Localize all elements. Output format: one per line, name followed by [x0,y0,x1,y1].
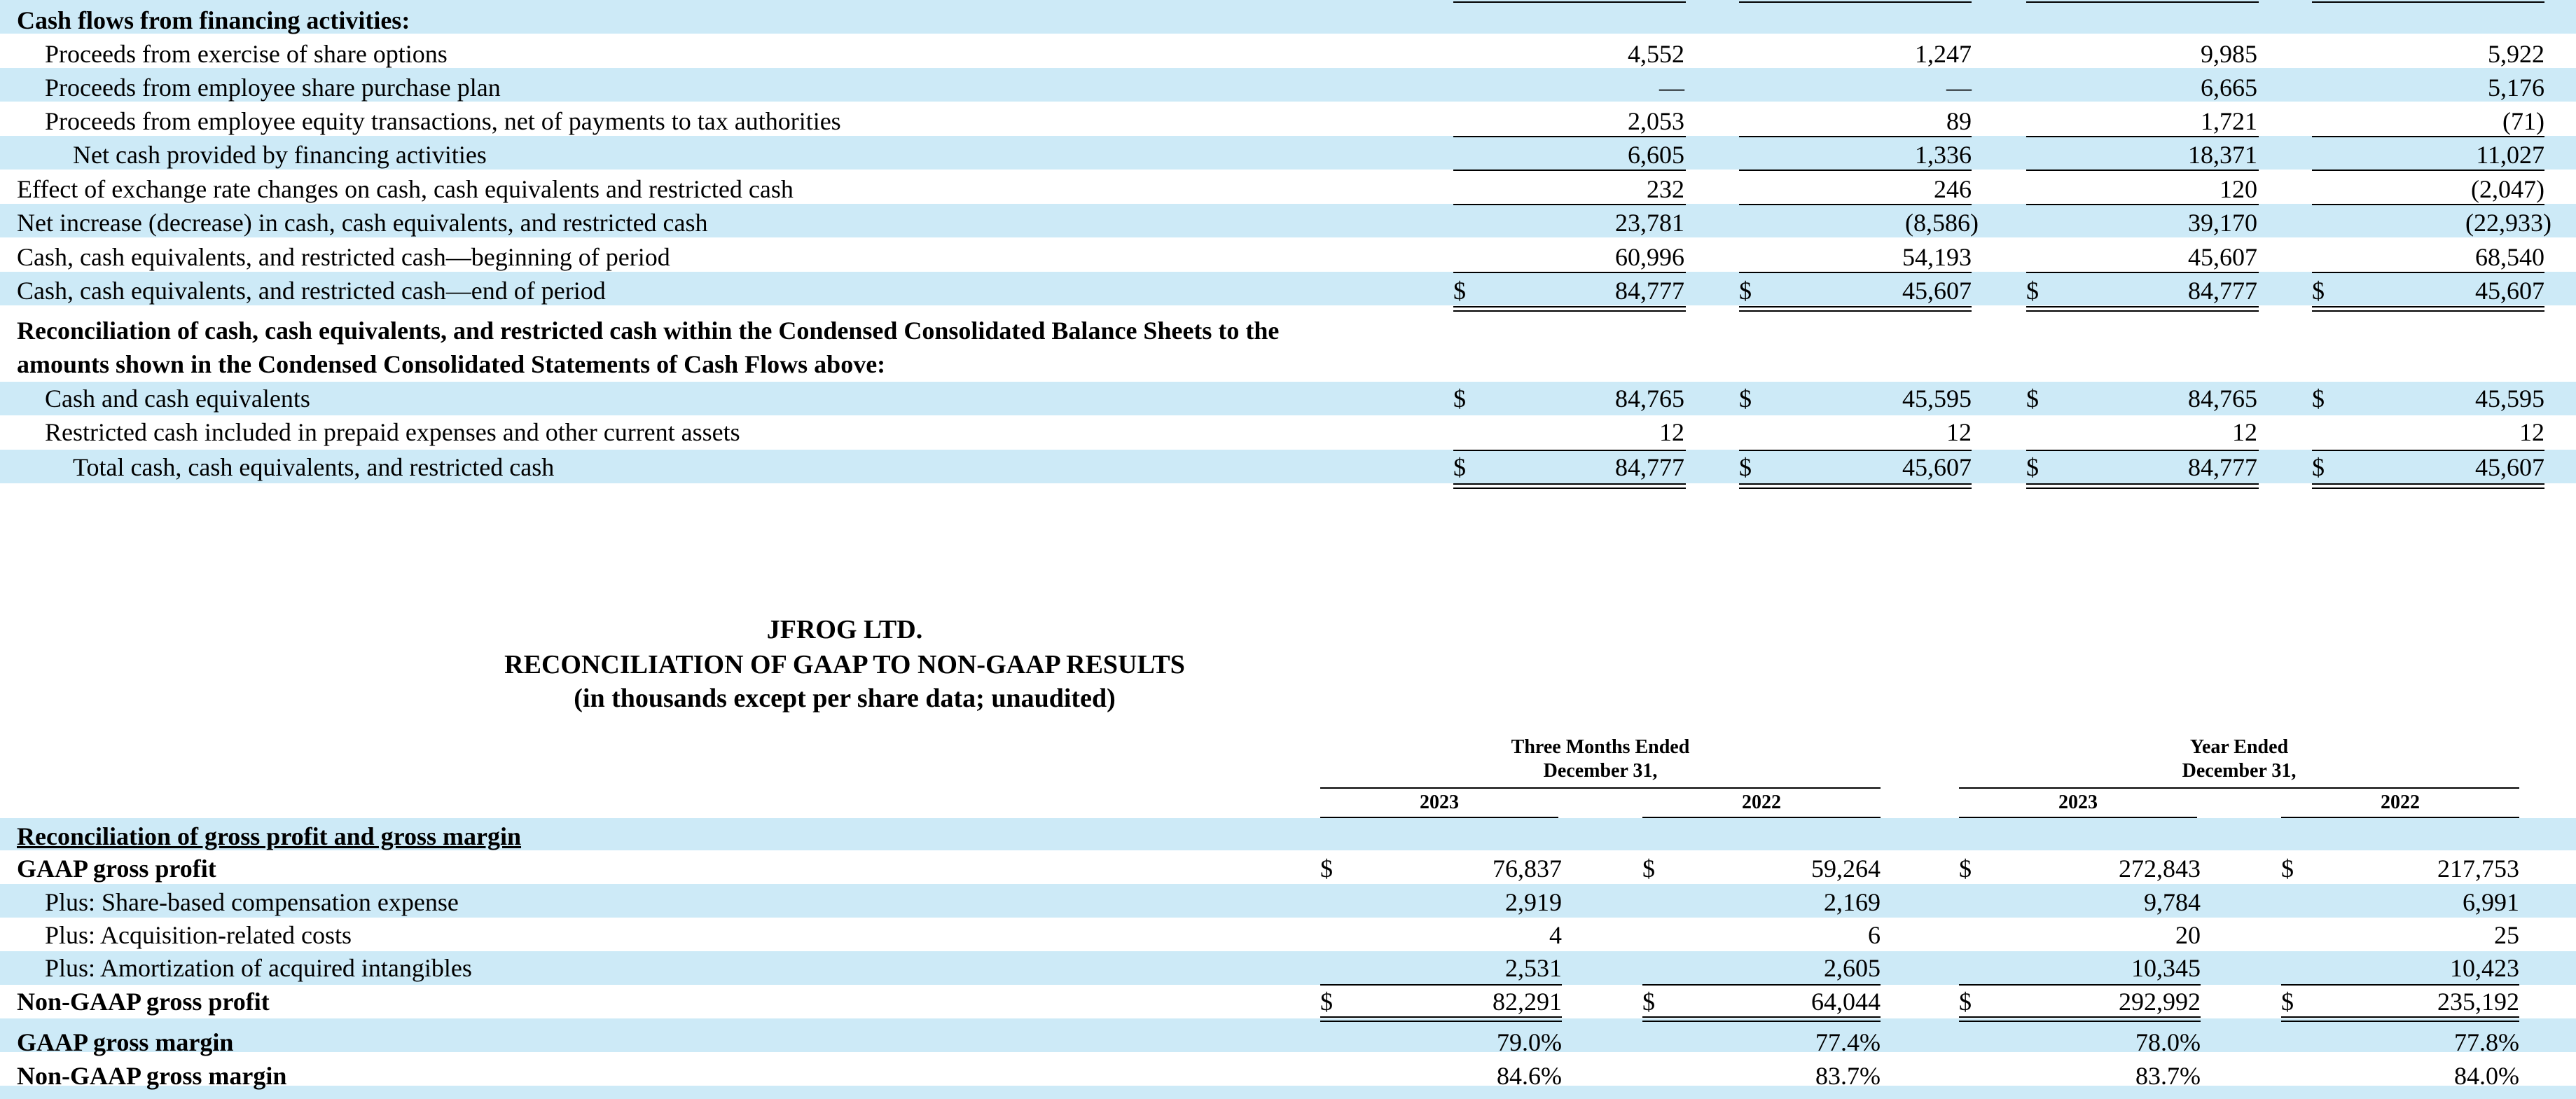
rule [2026,272,2259,273]
value-cell: 84,777 [1615,453,1684,481]
value-cell: 45,595 [1902,385,1972,413]
value-cell: 82,291 [1493,988,1562,1016]
rule [1453,1,1686,3]
value-cell: (22,933) [2465,209,2551,237]
rule [1453,204,1686,205]
currency-symbol: $ [1959,855,1972,883]
value-cell: 84,777 [2188,277,2257,305]
value-cell: 45,607 [1902,453,1972,481]
value-cell: 6,665 [2201,74,2257,102]
currency-symbol: $ [2026,453,2039,481]
value-cell: 292,992 [2119,988,2201,1016]
currency-symbol: $ [1453,277,1466,305]
value-cell: 10,423 [2450,954,2519,982]
value-cell: 11,027 [2476,141,2544,169]
rule [1320,1021,1562,1022]
value-cell: 84,765 [1615,385,1684,413]
row-label: Cash, cash equivalents, and restricted cash—end of period [17,277,606,305]
rule [1739,1,1972,3]
value-cell: 45,595 [2475,385,2544,413]
currency-symbol: $ [1642,988,1655,1016]
currency-symbol: $ [2026,385,2039,413]
value-cell: 2,605 [1824,954,1881,982]
rule [2026,170,2259,171]
rule [2312,483,2544,485]
value-cell: 20 [2175,921,2201,949]
rule [1739,272,1972,273]
currency-symbol: $ [2312,277,2325,305]
row-label: Plus: Acquisition-related costs [45,921,352,949]
value-cell: 12 [1946,418,1972,446]
value-cell: 79.0% [1497,1028,1562,1056]
value-cell: 54,193 [1902,243,1972,271]
value-cell: 76,837 [1493,855,1562,883]
year-header: 2022 [1742,792,1781,813]
value-cell: 59,264 [1811,855,1881,883]
rule [1320,1016,1562,1018]
value-cell: 2,919 [1505,888,1562,916]
row-label: Proceeds from employee share purchase plan [45,74,501,102]
rule [1453,306,1686,307]
currency-symbol: $ [1453,385,1466,413]
rule [1739,136,1972,137]
rule [2026,204,2259,205]
rule [2026,310,2259,312]
value-cell: 84.0% [2454,1062,2519,1090]
section-heading: Reconciliation of gross profit and gross margin [17,822,522,850]
rule [1453,136,1686,137]
rule [2312,170,2544,171]
rule [1739,483,1972,485]
year-header: 2023 [2058,792,2098,813]
currency-symbol: $ [1959,988,1972,1016]
company-name: JFROG LTD. [766,615,923,644]
rule [2312,310,2544,312]
row-label: Plus: Share-based compensation expense [45,888,459,916]
value-cell: 120 [2220,175,2257,203]
value-cell: 18,371 [2188,141,2257,169]
value-cell: (2,047) [2471,175,2544,203]
rule [2312,136,2544,137]
row-label: Restricted cash included in prepaid expenses and other current assets [45,418,740,446]
rule [1453,272,1686,273]
value-cell: 23,781 [1615,209,1684,237]
report-title: RECONCILIATION OF GAAP TO NON-GAAP RESULTS [504,650,1185,679]
row-label: Net cash provided by financing activities [73,141,487,169]
rule [2312,272,2544,273]
value-cell: 45,607 [2475,277,2544,305]
value-cell: 9,985 [2201,40,2257,68]
value-cell: 2,169 [1824,888,1881,916]
value-cell: 68,540 [2475,243,2544,271]
row-label: Net increase (decrease) in cash, cash equivalents, and restricted cash [17,209,708,237]
currency-symbol: $ [2026,277,2039,305]
value-cell: 64,044 [1811,988,1881,1016]
value-cell: 272,843 [2119,855,2201,883]
value-cell: 6 [1868,921,1881,949]
value-cell: 1,247 [1915,40,1972,68]
value-cell: 77.8% [2454,1028,2519,1056]
rule [1642,1016,1881,1018]
rule [2026,488,2259,489]
rule [1453,310,1686,312]
report-subtitle: (in thousands except per share data; unaudited) [574,684,1116,713]
currency-symbol: $ [1642,855,1655,883]
section-heading: amounts shown in the Condensed Consolidated Statements of Cash Flows above: [17,350,886,378]
rule [2026,306,2259,307]
rule [1959,1016,2201,1018]
rule [1959,1021,2201,1022]
value-cell: 84,777 [1615,277,1684,305]
value-cell: 84.6% [1497,1062,1562,1090]
value-cell: 5,922 [2488,40,2544,68]
row-label: Proceeds from exercise of share options [45,40,448,68]
row-label: Cash and cash equivalents [45,385,310,413]
value-cell: 78.0% [2135,1028,2201,1056]
value-cell: 1,721 [2201,107,2257,135]
rule [1959,787,2519,789]
value-cell: 6,991 [2463,888,2519,916]
period-header-three-months: Three Months Ended December 31, [1511,736,1690,782]
rule [1739,204,1972,205]
value-cell: 4,552 [1628,40,1684,68]
rule [1453,488,1686,489]
row-label: Non-GAAP gross profit [17,988,270,1016]
value-cell: 60,996 [1615,243,1684,271]
currency-symbol: $ [2281,855,2294,883]
row-label: Proceeds from employee equity transactions, net of payments to tax authorities [45,107,841,135]
currency-symbol: $ [2312,453,2325,481]
value-cell: — [1946,74,1972,102]
rule [1453,170,1686,171]
value-cell: 217,753 [2437,855,2519,883]
row-label: GAAP gross profit [17,855,216,883]
value-cell: 89 [1946,107,1972,135]
rule [1320,787,1881,789]
rule [1642,1021,1881,1022]
row-label: Plus: Amortization of acquired intangibles [45,954,472,982]
row-label: GAAP gross margin [17,1028,234,1056]
value-cell: 39,170 [2188,209,2257,237]
value-cell: 83.7% [1815,1062,1881,1090]
value-cell: 2,531 [1505,954,1562,982]
year-header: 2022 [2381,792,2420,813]
rule [1739,306,1972,307]
rule [2281,1021,2519,1022]
value-cell: 12 [1659,418,1684,446]
rule [2281,1016,2519,1018]
value-cell: 246 [1934,175,1972,203]
rule [1453,483,1686,485]
row-label: Non-GAAP gross margin [17,1062,287,1090]
rule [2026,483,2259,485]
value-cell: — [1659,74,1684,102]
currency-symbol: $ [1320,855,1333,883]
value-cell: 45,607 [1902,277,1972,305]
value-cell: 83.7% [2135,1062,2201,1090]
value-cell: 232 [1647,175,1684,203]
row-label: Total cash, cash equivalents, and restricted cash [73,453,555,481]
rule [1739,488,1972,489]
value-cell: 77.4% [1815,1028,1881,1056]
value-cell: 25 [2494,921,2519,949]
currency-symbol: $ [2281,988,2294,1016]
rule [2026,1,2259,3]
section-heading: Reconciliation of cash, cash equivalents, and restricted cash within the Condensed Consolidated Balance Sheets to the [17,317,1280,345]
currency-symbol: $ [2312,385,2325,413]
value-cell: 9,784 [2144,888,2201,916]
value-cell: 5,176 [2488,74,2544,102]
value-cell: (71) [2502,107,2544,135]
currency-symbol: $ [1453,453,1466,481]
value-cell: 45,607 [2475,453,2544,481]
value-cell: 12 [2519,418,2544,446]
rule [2312,1,2544,3]
rule [2312,306,2544,307]
value-cell: 1,336 [1915,141,1972,169]
row-label: Cash flows from financing activities: [17,6,410,34]
row-label: Cash, cash equivalents, and restricted cash—beginning of period [17,243,670,271]
value-cell: 10,345 [2131,954,2201,982]
value-cell: 2,053 [1628,107,1684,135]
value-cell: 12 [2232,418,2257,446]
currency-symbol: $ [1739,385,1752,413]
rule [1739,310,1972,312]
value-cell: 6,605 [1628,141,1684,169]
rule [2312,488,2544,489]
year-header: 2023 [1420,792,1459,813]
value-cell: 4 [1549,921,1562,949]
row-label: Effect of exchange rate changes on cash, cash equivalents and restricted cash [17,175,794,203]
currency-symbol: $ [1320,988,1333,1016]
value-cell: 235,192 [2437,988,2519,1016]
rule [2312,204,2544,205]
value-cell: 84,765 [2188,385,2257,413]
currency-symbol: $ [1739,277,1752,305]
rule [2026,136,2259,137]
period-header-year: Year Ended December 31, [2182,736,2297,782]
currency-symbol: $ [1739,453,1752,481]
rule [1739,170,1972,171]
value-cell: (8,586) [1905,209,1979,237]
value-cell: 45,607 [2188,243,2257,271]
value-cell: 84,777 [2188,453,2257,481]
